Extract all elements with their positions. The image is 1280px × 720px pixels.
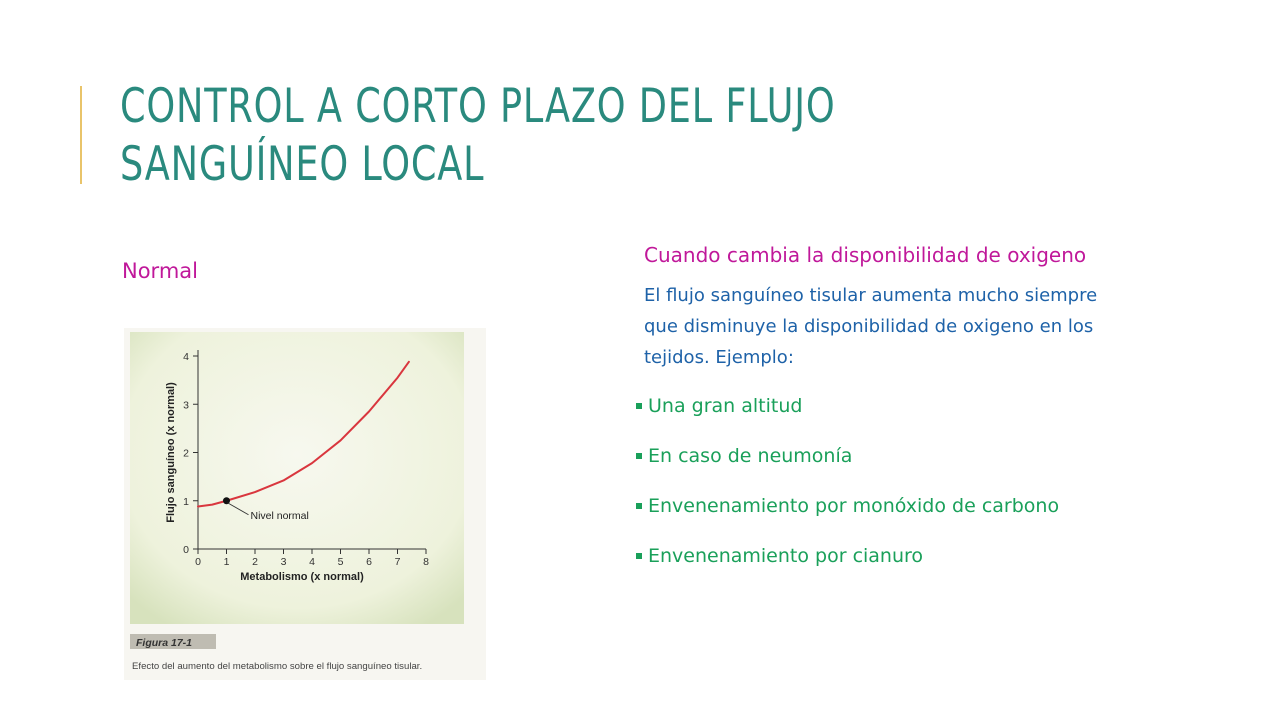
figure-caption: Efecto del aumento del metabolismo sobre el flujo sanguíneo tisular. [132, 661, 423, 672]
x-tick-label: 3 [280, 556, 287, 568]
square-bullet-icon [636, 403, 642, 409]
list-item [636, 541, 1106, 571]
y-tick-label: 3 [183, 399, 189, 412]
chart-svg [124, 328, 486, 680]
list-item-text: Envenenamiento por monóxido de carbono [648, 495, 1060, 517]
list-item [636, 441, 1106, 471]
y-axis-label: Flujo sanguíneo (x normal) [165, 382, 177, 523]
x-axis-label: Metabolismo (x normal) [240, 571, 364, 583]
title-line-1: CONTROL A CORTO PLAZO DEL FLUJO [120, 79, 836, 134]
x-tick-label: 5 [337, 556, 344, 568]
right-paragraph: El flujo sanguíneo tisular aumenta mucho siempre que disminuye la disponibilidad de oxigeno en los tejidos. Ejemplo: [644, 285, 1098, 368]
square-bullet-icon [636, 453, 642, 459]
x-tick-label: 7 [394, 556, 401, 568]
x-tick-label: 2 [252, 556, 258, 568]
x-tick-label: 4 [309, 556, 315, 568]
list-item-text: Envenenamiento por cianuro [648, 545, 924, 567]
list-item-text: En caso de neumonía [648, 445, 853, 467]
y-tick-label: 4 [183, 351, 189, 363]
annotation-label: Nivel normal [250, 509, 309, 522]
caption-tag: Figura 17-1 [136, 637, 193, 649]
list-item [636, 491, 1106, 521]
right-heading: Cuando cambia la disponibilidad de oxigeno [644, 243, 1087, 267]
y-tick-label: 2 [183, 447, 189, 460]
y-tick-label: 0 [183, 544, 189, 556]
square-bullet-icon [636, 503, 642, 509]
x-tick-label: 0 [195, 556, 201, 568]
y-tick-label: 1 [183, 495, 189, 508]
x-tick-label: 1 [223, 556, 230, 568]
slide-title [120, 78, 962, 194]
x-tick-label: 6 [366, 556, 372, 568]
x-tick-label: 8 [423, 556, 429, 568]
list-item-text: Una gran altitud [648, 395, 803, 417]
left-heading: Normal [122, 259, 198, 283]
figure-image [124, 328, 486, 680]
square-bullet-icon [636, 553, 642, 559]
title-accent-bar [80, 86, 82, 184]
example-list [636, 391, 1106, 571]
right-column [644, 240, 1114, 591]
title-line-2: SANGUÍNEO LOCAL [120, 137, 485, 192]
list-item [636, 391, 1106, 421]
